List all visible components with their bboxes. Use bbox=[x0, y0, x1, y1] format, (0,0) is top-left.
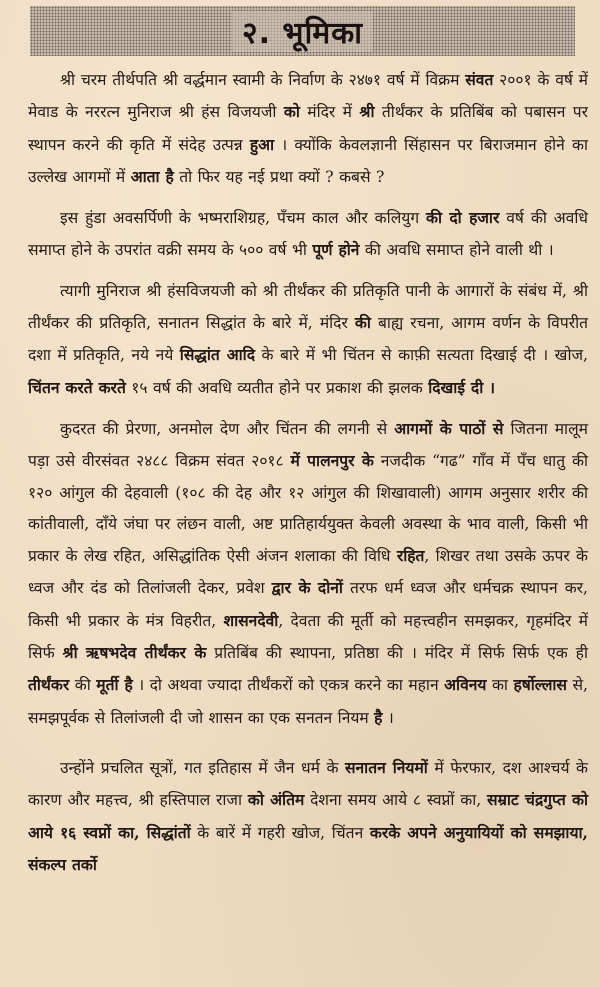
text-run: के बारें में गहरी खोज, चिंतन bbox=[190, 823, 370, 842]
bold-run: आता है bbox=[130, 166, 174, 186]
heading-band bbox=[30, 6, 575, 56]
paragraph-1 bbox=[28, 64, 588, 193]
bold-run: शासनदेवी bbox=[223, 610, 279, 630]
text-run: की अवधि समाप्त होने वाली थी । bbox=[359, 241, 554, 260]
bold-run: द्वार के दोनों bbox=[271, 578, 343, 598]
text-run: मंदिर में bbox=[299, 103, 360, 122]
bold-run: चिंतन करते करते bbox=[28, 377, 126, 397]
text-run: जितना मालूम पड़ा उसे वीरसंवत २४८८ विक्रम संवत २०१८ bbox=[28, 419, 588, 471]
bold-run: अविनय bbox=[444, 675, 487, 695]
bold-run: करके अपने अनुयायियों को समझाया, संकल्प तर्को bbox=[28, 822, 588, 874]
bold-run: सिद्धांत आदि bbox=[179, 345, 255, 365]
paragraph-3 bbox=[28, 276, 588, 404]
paragraph-5 bbox=[28, 752, 588, 881]
text-run: से, समझपूर्वक से तिलांजली दी जो शासन का एक सनतन नियम bbox=[28, 676, 588, 727]
text-run: , शिखर तथा उसके ऊपर के ध्वज और दंड को तिलांजली देकर, प्रवेश bbox=[28, 547, 588, 598]
text-run: प्रतिबिंब की स्थापना, प्रतिष्ठा की । मंदिर में सिर्फ सिर्फ एक ही bbox=[206, 644, 588, 663]
page-heading: २. भूमिका bbox=[232, 11, 373, 52]
text-run: के बारे में भी चिंतन से काफ़ी सत्यता दिखाई दी । खोज, bbox=[254, 346, 589, 365]
text-run: का bbox=[486, 676, 514, 695]
text-run: उन्होंने प्रचलित सूत्रों, गत इतिहास में जैन धर्म के bbox=[60, 758, 345, 777]
text-run: तो फिर यह नई प्रथा क्यों ? कबसे ? bbox=[173, 167, 385, 186]
bold-run: में पालनपुर के bbox=[290, 451, 374, 471]
bold-run: दिखाई दी । bbox=[428, 377, 496, 397]
bold-run: हर्षोल्लास bbox=[513, 675, 567, 695]
text-run: तीर्थंकर के प्रतिबिंब को पबासन पर स्थापन करने की कृति में संदेह उत्पन्न bbox=[28, 103, 589, 154]
text-run: श्री चरम तीर्थपति श्री वर्द्धमान स्वामी के निर्वाण के २४७१ वर्ष में विक्रम bbox=[60, 71, 466, 89]
text-run: । bbox=[382, 708, 394, 727]
text-run: देशना समय आये ८ स्वप्नों का, bbox=[304, 791, 488, 810]
body-text bbox=[28, 64, 588, 890]
paragraph-4 bbox=[28, 413, 588, 734]
bold-run: तीर्थंकर bbox=[28, 675, 70, 695]
text-run: त्यागी मुनिराज श्री हंसविजयजी को श्री तीर्थंकर की प्रतिकृति पानी के आगारों के संबंध में, श्री तीर्थंकर की प्रतिकृति, सनातन सिद्धांत के बारे में, मंदिर bbox=[28, 281, 588, 333]
bold-run: संवत bbox=[465, 70, 494, 89]
text-run: बाह्य रचना, आगम वर्णन के विपरीत दशा में प्रतिकृति, नये नये bbox=[28, 314, 588, 365]
text-run: वर्ष की अवधि समाप्त होने के उपरांत वक्री समय के ५०० वर्ष भी bbox=[28, 209, 588, 260]
text-run: कुदरत की प्रेरणा, अनमोल देण और चिंतन की लगनी से bbox=[60, 419, 395, 438]
bold-run: हुआ bbox=[249, 134, 275, 154]
bold-run: है bbox=[374, 707, 383, 727]
bold-run: श्री ऋषभदेव तीर्थंकर के bbox=[62, 643, 207, 663]
text-run: , देवता की मूर्ती को महत्त्वहीन समझकर, गृहमंदिर में सिर्फ bbox=[28, 611, 589, 663]
bold-run: रहित bbox=[396, 546, 425, 566]
paragraph-2 bbox=[28, 202, 588, 267]
bold-run: को अंतिम bbox=[247, 790, 305, 810]
bold-run: की bbox=[354, 313, 371, 333]
bold-run: पूर्ण होने bbox=[312, 240, 360, 260]
text-run: की bbox=[69, 676, 97, 695]
bold-run: को bbox=[283, 102, 300, 122]
text-run: नजदीक “गढ” गाँव में पँच धातु की १२० आंगुल की देहवाली (१०८ की देह और १२ आंगुल की शिखावाली) आगम अनुसार शरीर की कांतीवाली, दाँये जंघा पर लंछन वाली, अष्ट प्रातिहार्ययुक्त केवली अवस्था के भाव वाली, किसी भी प्रकार के लेख रहित, असिद्धांतिक ऐसी अंजन शलाका की विधि bbox=[28, 452, 588, 566]
text-run: १५ वर्ष की अवधि व्यतीत होने पर प्रकाश की झलक bbox=[125, 378, 429, 397]
text-run: । दो अथवा ज्यादा तीर्थंकरों को एकत्र करने का महान bbox=[132, 676, 445, 695]
text-run: तरफ धर्म ध्वज और धर्मचक्र स्थापन कर, किसी भी प्रकार के मंत्र विहरीत, bbox=[28, 579, 589, 630]
text-run: । क्योंकि केवलज्ञानी सिंहासन पर बिराजमान होने का उल्लेख आगमों में bbox=[28, 135, 589, 186]
text-run: में फेरफार, दश आश्चर्य के कारण और महत्त्व, श्री हस्तिपाल राजा bbox=[28, 758, 589, 810]
bold-run: की दो हजार bbox=[426, 208, 500, 228]
bold-run: सनातन नियमों bbox=[344, 757, 428, 777]
bold-run: मूर्ती है bbox=[96, 675, 133, 695]
text-run: २००१ के वर्ष में मेवाड के नररत्न मुनिराज श्री हंस विजयजी bbox=[28, 71, 589, 122]
bold-run: सम्राट चंद्रगुप्त को आये १६ स्वप्नों का, सिद्धांतों bbox=[28, 790, 588, 842]
bold-run: आगमों के पाठों से bbox=[394, 418, 504, 438]
bold-run: श्री bbox=[359, 102, 375, 122]
text-run: इस हुंडा अवसर्पिणी के भष्मराशिग्रह, पँचम काल और कलियुग bbox=[60, 209, 426, 228]
